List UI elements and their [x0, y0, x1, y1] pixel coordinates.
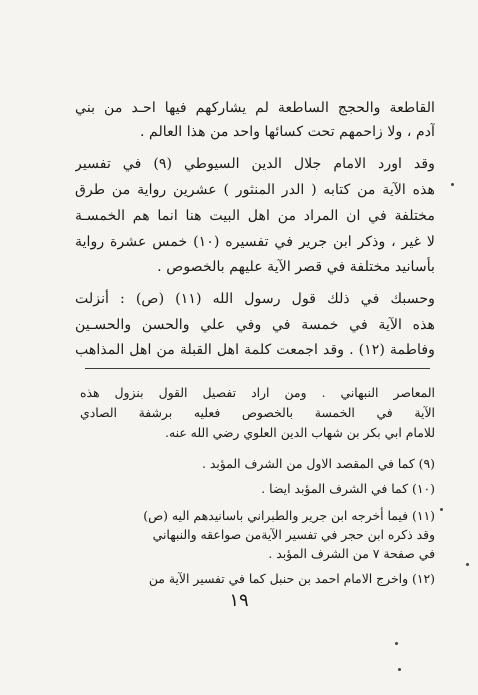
footnote-line: المعاصر النبهاني . ومن اراد تفصيل القول بنزول هذه [80, 385, 435, 400]
footnote-12: (١٢) واخرج الامام احمد بن حنبل كما في تفسير الآية من [148, 571, 435, 586]
footnote-9: (٩) كما في المقصد الاول من الشرف المؤبد . [201, 456, 435, 471]
footnote-line: للامام ابي بكر بن شهاب الدين العلوي رضي الله عنه. [165, 425, 435, 440]
body-line: وفاطمة (١٢) . وقد اجمعت كلمة اهل القبلة من اهل المذاهب [75, 342, 435, 358]
body-line: مختلفة في ان المراد من اهل البيت هنا انما هم الخمسـة [75, 208, 435, 224]
footnote-separator [85, 368, 430, 369]
footnote-11: (١١) فيما أخرجه ابن جرير والطبراني باسانيدهم اليه (ص) [143, 508, 435, 523]
footnote-10: (١٠) كما في الشرف المؤبد ايضا . [261, 481, 435, 496]
body-line: لا غير ، وذكر ابن جرير في تفسيره (١٠) خمس عشرة رواية [75, 234, 435, 250]
scan-speck [440, 508, 443, 511]
scan-speck [398, 668, 401, 671]
body-line: وحسبك في ذلك قول رسول الله (١١) (ص) : أنزلت [75, 291, 435, 307]
body-line: وقد اورد الامام جلال الدين السيوطي (٩) في تفسير [75, 156, 435, 172]
body-line: هذه الآية من كتابه ( الدر المنثور ) عشرين رواية من طرق [75, 182, 435, 198]
footnote-line: الآية في الخمسة بالخصوص فعليه برشفة الصادي [80, 405, 435, 420]
scan-speck [466, 563, 469, 566]
scan-speck [451, 183, 454, 186]
body-line: آدم ، ولا زاحمهم تحت كسائها واحد من هذا العالم . [140, 124, 435, 140]
footnote-line: في صفحة ٧ من الشرف المؤبد . [268, 546, 435, 561]
page-number: ١٩ [229, 590, 249, 611]
footnote-line: وقد ذكره ابن حجر في تفسير الآيةمن صواعقه والنبهاني [152, 527, 435, 542]
body-line: بأسانيد مختلفة في قصر الآية عليهم بالخصوص . [157, 259, 435, 275]
body-line: القاطعة والحجج الساطعة لم يشاركهم فيها احـد من بني [75, 100, 435, 116]
scan-speck [395, 642, 398, 645]
body-line: هذه الآية في خمسة في وفي علي والحسن والحسـين [75, 317, 435, 333]
